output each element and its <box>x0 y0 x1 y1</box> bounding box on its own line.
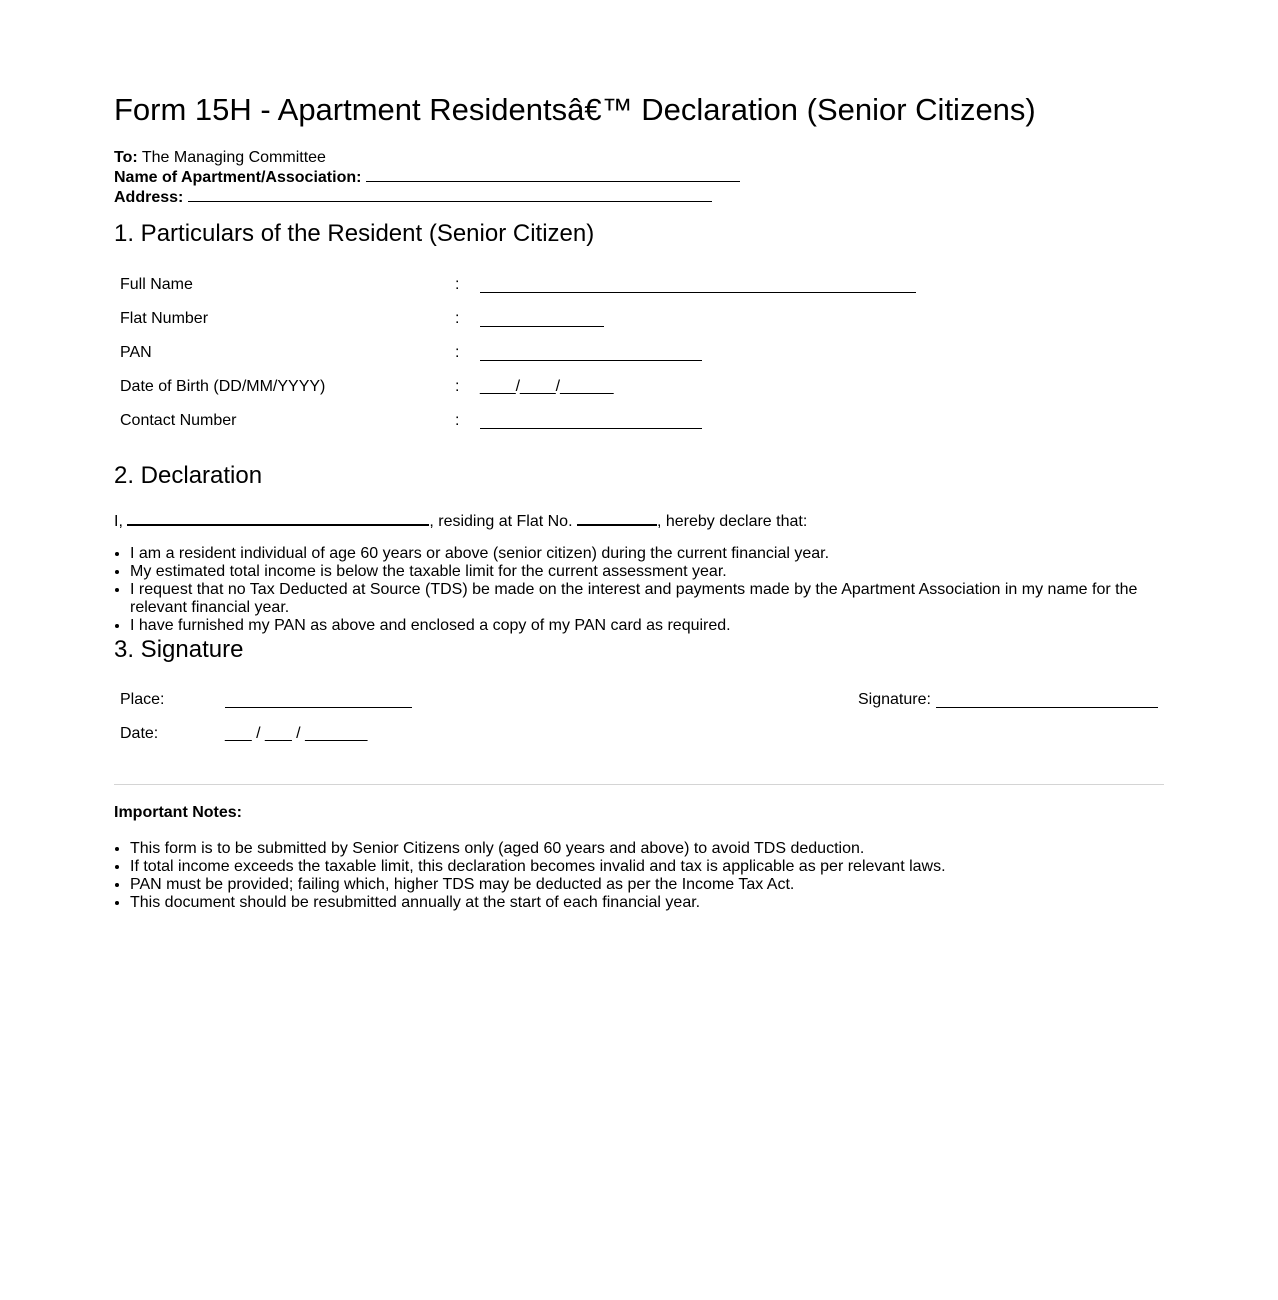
declarant-name-blank[interactable] <box>127 509 429 526</box>
declaration-points <box>114 545 1160 635</box>
page-title: Form 15H - Apartment Residentsâ€™ Declaration (Senior Citizens) <box>114 92 1036 127</box>
declaration-flat-blank[interactable] <box>577 509 657 526</box>
address-blank[interactable] <box>188 187 712 202</box>
to-label: To: <box>114 149 138 166</box>
field-label: Flat Number <box>120 310 209 327</box>
date-blank[interactable]: ___ / ___ / _______ <box>225 725 368 742</box>
to-line <box>114 149 740 167</box>
list-item: • I have furnished my PAN as above and enclosed a copy of my PAN card as required. <box>130 617 1160 635</box>
section-3-heading: 3. Signature <box>114 636 244 663</box>
field-label: Contact Number <box>120 412 237 429</box>
apartment-name-label: Name of Apartment/Association: <box>114 169 362 186</box>
list-item: • If total income exceeds the taxable limit, this declaration becomes invalid and tax is applicable as per relevant laws. <box>130 858 1160 876</box>
field-colon: : <box>455 344 460 361</box>
section-1-heading: 1. Particulars of the Resident (Senior Citizen) <box>114 220 595 247</box>
list-item: • This form is to be submitted by Senior Citizens only (aged 60 years and above) to avoid TDS deduction. <box>130 840 1160 858</box>
pan-blank[interactable] <box>480 360 702 361</box>
addressee-block <box>114 149 740 207</box>
apartment-name-blank[interactable] <box>366 167 740 182</box>
flat-number-blank[interactable] <box>480 326 604 327</box>
list-item: • My estimated total income is below the taxable limit for the current assessment year. <box>130 563 1160 581</box>
address-label: Address: <box>114 189 184 206</box>
declaration-sentence <box>114 509 807 531</box>
declaration-suffix: , hereby declare that: <box>656 513 808 530</box>
place-blank[interactable] <box>225 707 412 708</box>
field-label: Full Name <box>120 276 193 293</box>
address-line <box>114 187 740 207</box>
signature-label: Signature: <box>858 691 931 708</box>
list-item: • I am a resident individual of age 60 years or above (senior citizen) during the current financial year. <box>130 545 1160 563</box>
section-2-heading: 2. Declaration <box>114 462 263 489</box>
apartment-name-line <box>114 167 740 187</box>
field-colon: : <box>455 276 460 293</box>
declaration-prefix: I, <box>114 513 123 530</box>
full-name-blank[interactable] <box>480 292 916 293</box>
important-notes <box>114 840 1160 912</box>
declaration-middle: , residing at Flat No. <box>429 513 573 530</box>
to-value: The Managing Committee <box>141 149 326 166</box>
contact-number-blank[interactable] <box>480 428 702 429</box>
divider <box>114 784 1164 785</box>
list-item: • PAN must be provided; failing which, higher TDS may be deducted as per the Income Tax Act. <box>130 876 1160 894</box>
field-label: Date of Birth (DD/MM/YYYY) <box>120 378 326 395</box>
list-item: • This document should be resubmitted annually at the start of each financial year. <box>130 894 1160 912</box>
field-colon: : <box>455 310 460 327</box>
field-colon: : <box>455 412 460 429</box>
list-item: • I request that no Tax Deducted at Source (TDS) be made on the interest and payments made by the Apartment Association in my name for the relevant financial year. <box>130 581 1160 617</box>
field-label: PAN <box>120 344 152 361</box>
date-of-birth-blank[interactable]: ____/____/______ <box>480 378 614 395</box>
field-colon: : <box>455 378 460 395</box>
place-label: Place: <box>120 691 165 708</box>
date-label: Date: <box>120 725 159 742</box>
signature-blank[interactable] <box>936 707 1158 708</box>
notes-title: Important Notes: <box>114 804 242 821</box>
